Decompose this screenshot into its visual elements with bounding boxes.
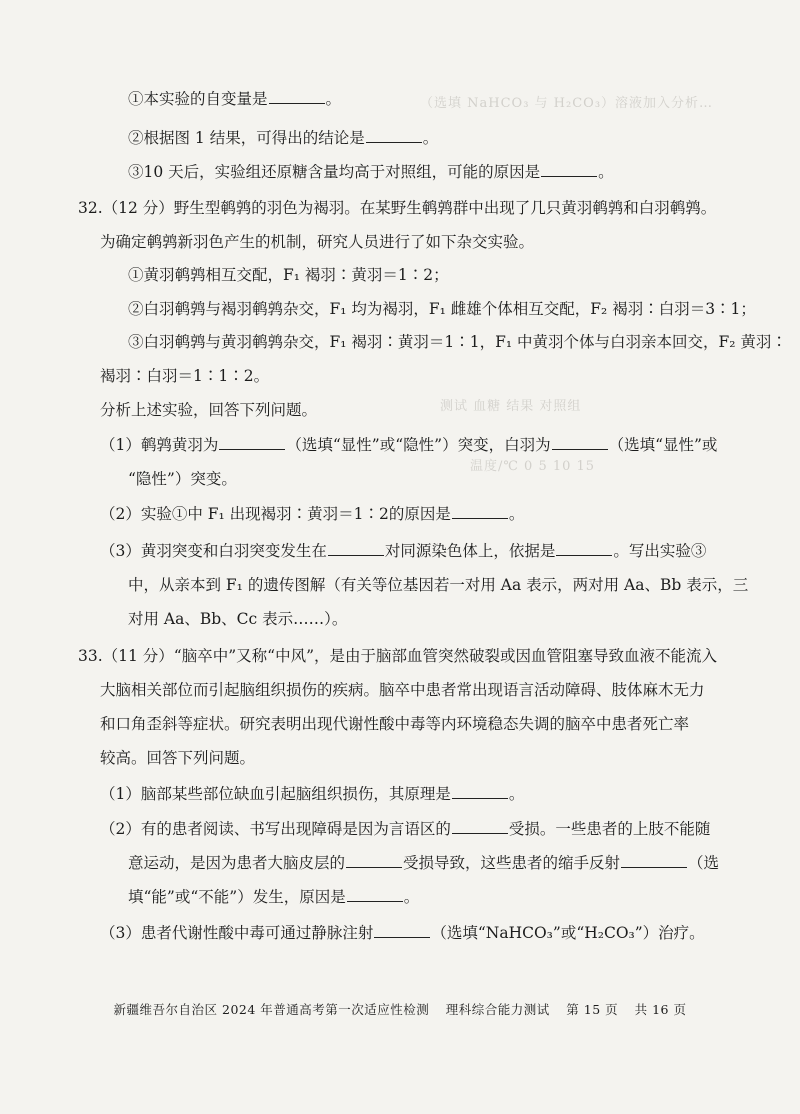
answer-blank[interactable] (366, 128, 422, 143)
q31-item-2: ②根据图 1 结果，可得出的结论是 。 (128, 129, 439, 147)
answer-blank[interactable] (541, 162, 597, 177)
q32-part-3-cont-2: 对用 Aa、Bb、Cc 表示……）。 (128, 610, 348, 628)
q32-experiment-3: ③白羽鹌鹑与黄羽鹌鹑杂交，F₁ 褐羽∶黄羽＝1∶1，F₁ 中黄羽个体与白羽亲本回交，F₂ 黄羽∶ (128, 333, 787, 351)
page-footer (0, 1000, 800, 1018)
q32-part-3-cont: 中，从亲本到 F₁ 的遗传图解（有关等位基因若一对用 Aa 表示，两对用 Aa、Bb 表示，三 (128, 576, 749, 594)
answer-blank[interactable] (269, 89, 325, 104)
q32-part-3: （3）黄羽突变和白羽突变发生在 对同源染色体上，依据是 。写出实验③ (100, 542, 707, 560)
q32-experiment-2: ②白羽鹌鹑与褐羽鹌鹑杂交，F₁ 均为褐羽，F₁ 雌雄个体相互交配，F₂ 褐羽∶白羽＝3∶1； (128, 300, 756, 318)
q33-intro-cont-2: 和口角歪斜等症状。研究表明出现代谢性酸中毒等内环境稳态失调的脑卒中患者死亡率 (100, 715, 690, 733)
q32-intro: 32.（12 分）野生型鹌鹑的羽色为褐羽。在某野生鹌鹑群中出现了几只黄羽鹌鹑和白羽鹌鹑。 (78, 199, 717, 217)
footer-subject: 理科综合能力测试 (445, 1002, 550, 1017)
q32-analyze: 分析上述实验，回答下列问题。 (100, 401, 318, 419)
q31-item-3: ③10 天后，实验组还原糖含量均高于对照组，可能的原因是 。 (128, 163, 614, 181)
q32-experiment-1: ①黄羽鹌鹑相互交配，F₁ 褐羽∶黄羽＝1∶2； (128, 266, 449, 284)
answer-blank[interactable] (328, 541, 384, 556)
answer-blank[interactable] (452, 784, 508, 799)
q32-part-1: （1）鹌鹑黄羽为 （选填“显性”或“隐性”）突变，白羽为 （选填“显性”或 (100, 436, 718, 454)
q32-part-2: （2）实验①中 F₁ 出现褐羽∶黄羽＝1∶2的原因是 。 (100, 505, 525, 523)
q32-intro-cont: 为确定鹌鹑新羽色产生的机制，研究人员进行了如下杂交实验。 (100, 233, 535, 251)
q32-experiment-3-cont: 褐羽∶白羽＝1∶1∶2。 (100, 367, 270, 385)
q33-intro: 33.（11 分）“脑卒中”又称“中风”，是由于脑部血管突然破裂或因血管阻塞导致血液不能流入 (78, 647, 717, 665)
q33-part-2-cont: 意运动，是因为患者大脑皮层的 受损导致，这些患者的缩手反射 （选 (128, 854, 720, 872)
q33-part-1: （1）脑部某些部位缺血引起脑组织损伤，其原理是 。 (100, 785, 525, 803)
footer-total-pages: 共 16 页 (634, 1002, 687, 1017)
bleed-through-text: 温度/℃ 0 5 10 15 (470, 459, 596, 474)
answer-blank[interactable] (374, 923, 430, 938)
q31-item-1: ①本实验的自变量是 。 (128, 90, 342, 108)
q33-part-3: （3）患者代谢性酸中毒可通过静脉注射 （选填“NaHCO₃”或“H₂CO₃”）治疗。 (100, 924, 705, 942)
bleed-through-text: （选填 NaHCO₃ 与 H₂CO₃）溶液加入分析… (420, 96, 714, 111)
footer-page-number: 第 15 页 (566, 1002, 619, 1017)
q33-part-2: （2）有的患者阅读、书写出现障碍是因为言语区的 受损。一些患者的上肢不能随 (100, 820, 711, 838)
answer-blank[interactable] (556, 541, 612, 556)
q33-intro-cont-3: 较高。回答下列问题。 (100, 749, 256, 767)
answer-blank[interactable] (621, 853, 687, 868)
answer-blank[interactable] (346, 853, 402, 868)
q33-part-2-cont-2: 填“能”或“不能”）发生，原因是 。 (128, 888, 420, 906)
answer-blank[interactable] (219, 435, 285, 450)
answer-blank[interactable] (452, 819, 508, 834)
answer-blank[interactable] (347, 887, 403, 902)
answer-blank[interactable] (452, 504, 508, 519)
footer-exam-title: 新疆维吾尔自治区 2024 年普通高考第一次适应性检测 (113, 1002, 430, 1017)
q33-intro-cont-1: 大脑相关部位而引起脑组织损伤的疾病。脑卒中患者常出现语言活动障碍、肢体麻木无力 (100, 681, 705, 699)
q32-part-1-cont: “隐性”）突变。 (128, 470, 237, 488)
answer-blank[interactable] (552, 435, 608, 450)
bleed-through-text: 测试 血糖 结果 对照组 (440, 399, 582, 414)
